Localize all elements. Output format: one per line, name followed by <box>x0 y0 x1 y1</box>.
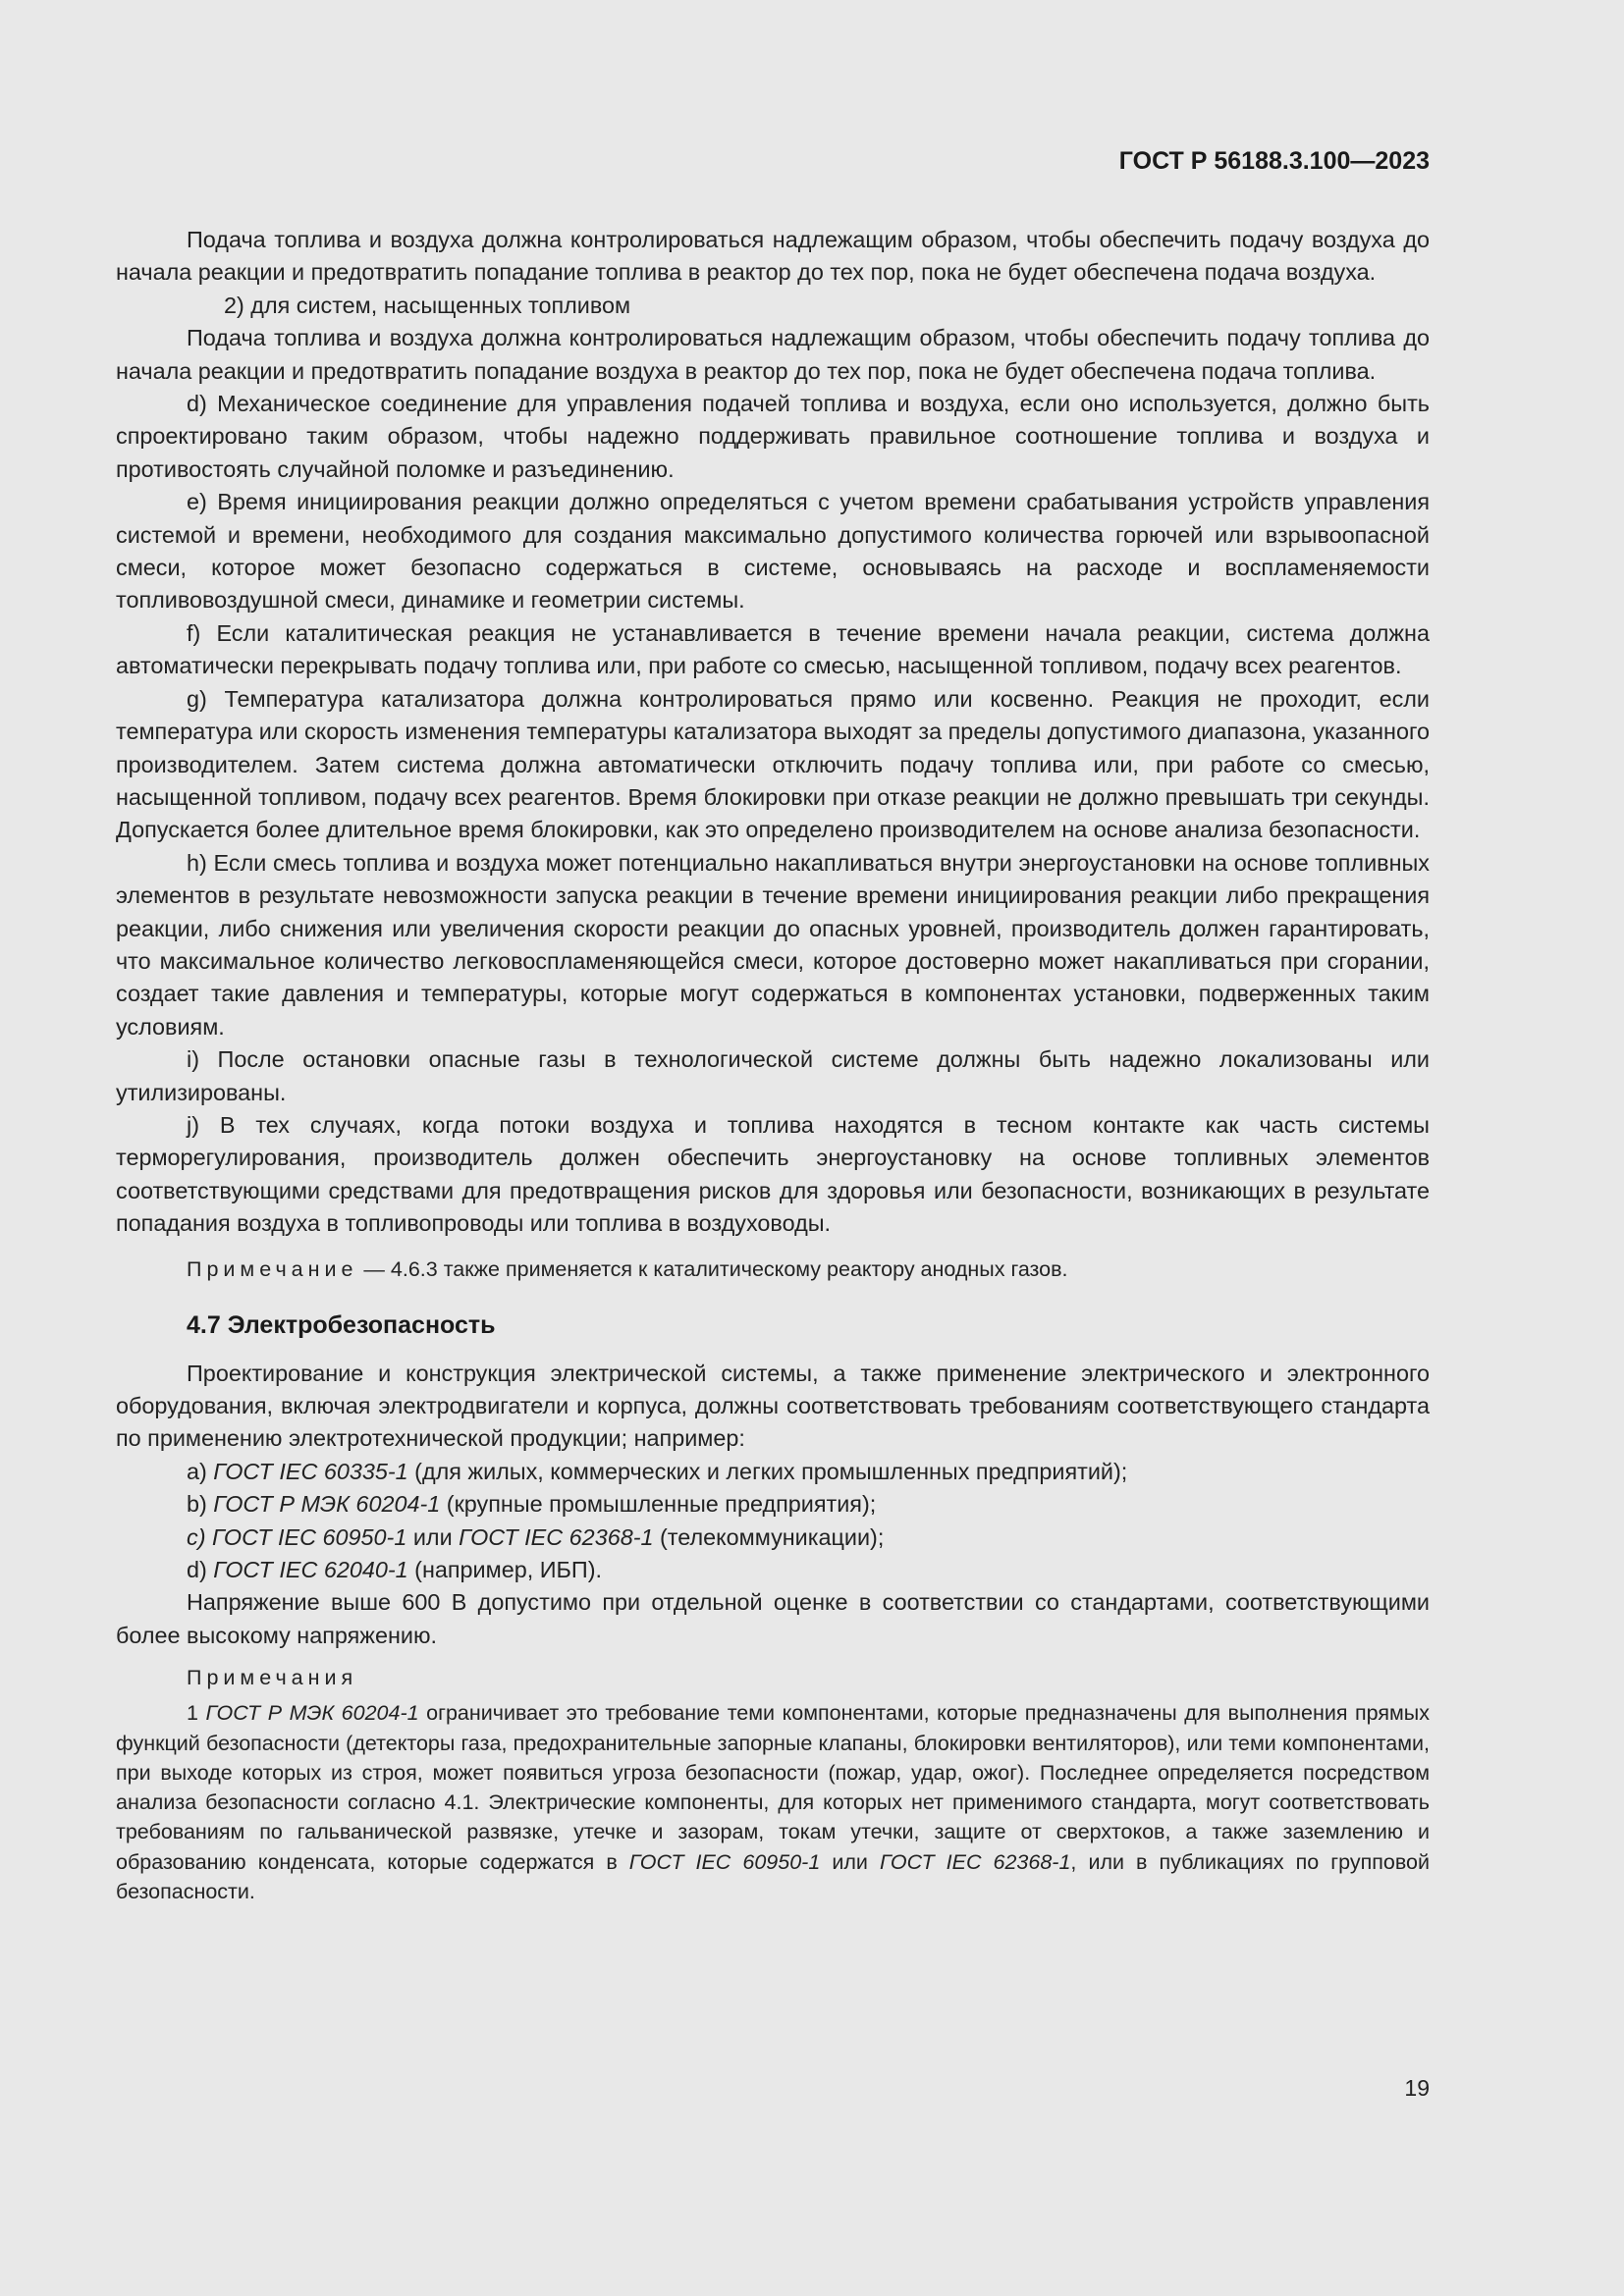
standard-ref: ГОСТ IEC 60950-1 <box>211 1523 407 1550</box>
section-heading: 4.7 Электробезопасность <box>187 1310 496 1339</box>
list-item: b) ГОСТ Р МЭК 60204-1 (крупные промышленные предприятия); <box>187 1491 877 1518</box>
standard-ref: ГОСТ Р МЭК 60204-1 <box>213 1491 441 1518</box>
list-item: d) ГОСТ IEC 62040-1 (например, ИБП). <box>187 1557 602 1583</box>
note-label: Примечание <box>187 1256 358 1281</box>
list-item: d) Механическое соединение для управления подачей топлива и воздуха, если оно используется, должно быть спроектировано таким образом, чтобы надежно поддерживать правильное соотношение топлива и воздуха и противостоять случайной поломке и разъединению. <box>116 391 1430 482</box>
list-item: f) Если каталитическая реакция не устанавливается в течение времени начала реакции, система должна автоматически перекрывать подачу топлива или, при работе со смесью, насыщенной топливом, подачу всех реагентов. <box>116 619 1430 679</box>
paragraph: Подача топлива и воздуха должна контролироваться надлежащим образом, чтобы обеспечить подачу топлива до начала реакции и предотвратить попадание воздуха в реактор до тех пор, пока не будет обеспечена подача топлива. <box>116 325 1430 384</box>
standard-ref: ГОСТ IEC 60335-1 <box>213 1458 408 1484</box>
list-item: 2) для систем, насыщенных топливом <box>224 292 631 318</box>
standard-ref: ГОСТ IEC 62368-1 <box>459 1523 654 1550</box>
note-text: — 4.6.3 также применяется к каталитическому реактору анодных газов. <box>357 1256 1068 1281</box>
list-item: h) Если смесь топлива и воздуха может потенциально накапливаться внутри энергоустановки на основе топливных элементов в результате невозможности запуска реакции в течение времени инициирования реакции либо прекращения реакции, либо снижения или увеличения скорости реакции до опасных уровней, производитель должен гарантировать, что максимальное количество легковоспламеняющейся смеси, которое достоверно может накапливаться при сгорании, создает такие давления и температуры, которые могут содержаться в компонентах установки, подверженных таким условиям. <box>116 849 1430 1040</box>
document-header: ГОСТ Р 56188.3.100—2023 <box>1118 147 1430 175</box>
page-content <box>116 224 1430 1906</box>
list-item: c) ГОСТ IEC 60950-1 или ГОСТ IEC 62368-1 (телекоммуникации); <box>187 1523 885 1550</box>
standard-ref: ГОСТ Р МЭК 60204-1 <box>205 1701 419 1726</box>
standard-ref: ГОСТ IEC 62368-1 <box>879 1849 1071 1874</box>
list-item: j) В тех случаях, когда потоки воздуха и топлива находятся в тесном контакте как часть системы терморегулирования, производитель должен обеспечить энергоустановку на основе топливных элементов соответствующими средствами для предотвращения рисков для здоровья или безопасности, возникающих в результате попадания воздуха в топливопроводы или топлива в воздуховоды. <box>116 1111 1430 1237</box>
body-text <box>116 224 1430 1241</box>
standard-ref: ГОСТ IEC 60950-1 <box>628 1849 821 1874</box>
standard-ref: ГОСТ IEC 62040-1 <box>213 1557 408 1583</box>
paragraph: Напряжение выше 600 В допустимо при отдельной оценке в соответствии со стандартами, соответствующими более высокому напряжению. <box>116 1589 1430 1648</box>
page-number: 19 <box>1404 2075 1430 2101</box>
list-item: a) ГОСТ IEC 60335-1 (для жилых, коммерческих и легких промышленных предприятий); <box>187 1458 1128 1484</box>
note <box>116 1255 1430 1284</box>
note-item: 1 ГОСТ Р МЭК 60204-1 ограничивает это требование теми компонентами, которые предназначены для выполнения прямых функций безопасности (детекторы газа, предохранительные запорные клапаны, блокировки вентиляторов), или теми компонентами, при выходе которых из строя, может появиться угроза безопасности (пожар, удар, ожог). Последнее определяется посредством анализа безопасности согласно 4.1. Электрические компоненты, для которых нет применимого стандарта, могут соответствовать требованиям по гальванической развязке, утечке и зазорам, токам утечки, защите от сверхтоков, а также заземлению и образованию конденсата, которые содержатся в ГОСТ IEC 60950-1 или ГОСТ IEC 62368-1, или в публикациях по групповой безопасности. <box>116 1701 1431 1904</box>
list-item: e) Время инициирования реакции должно определяться с учетом времени срабатывания устройств управления системой и времени, необходимого для создания максимально допустимого количества горючей или взрывоопасной смеси, которое может безопасно содержаться в системе, основываясь на расходе и воспламеняемости топливовоздушной смеси, динамике и геометрии системы. <box>116 489 1430 614</box>
paragraph: Проектирование и конструкция электрической системы, а также применение электрического и электронного оборудования, включая электродвигатели и корпуса, должны соответствовать требованиям соответствующего стандарта по применению электротехнической продукции; например: <box>116 1360 1430 1452</box>
paragraph: Подача топлива и воздуха должна контролироваться надлежащим образом, чтобы обеспечить подачу воздуха до начала реакции и предотвратить попадание топлива в реактор до тех пор, пока не будет обеспечена подача воздуха. <box>116 227 1430 286</box>
list-item: g) Температура катализатора должна контролироваться прямо или косвенно. Реакция не проходит, если температура или скорость изменения температуры катализатора выходят за пределы допустимого диапазона, указанного производителем. Затем система должна автоматически отключить подачу топлива или, при работе со смесью, насыщенной топливом, подачу всех реагентов. Время блокировки при отказе реакции не должно превышать три секунды. Допускается более длительное время блокировки, как это определено производителем на основе анализа безопасности. <box>116 685 1430 843</box>
list-item: i) После остановки опасные газы в технологической системе должны быть надежно локализованы или утилизированы. <box>116 1046 1430 1105</box>
notes-title: Примечания <box>187 1666 358 1690</box>
section-body <box>116 1358 1430 1653</box>
